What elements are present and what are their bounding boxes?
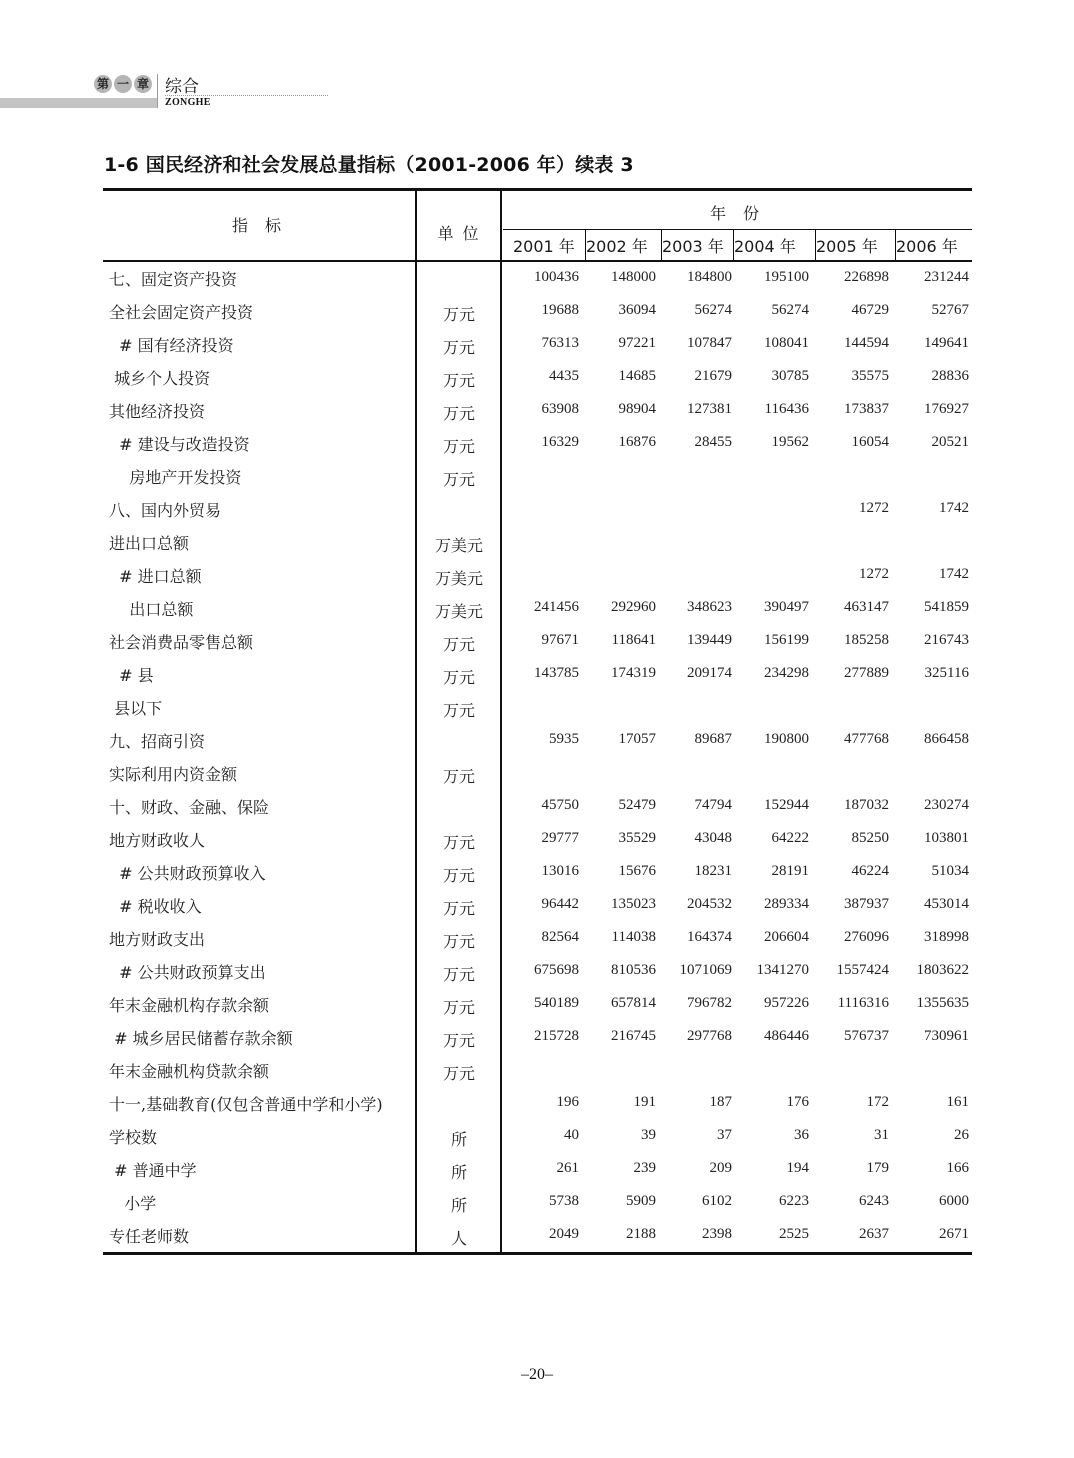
year-header-cell: 2003 年 [661, 229, 724, 260]
indicator-cell: 年末金融机构存款余额 [109, 996, 270, 1015]
unit-cell: 万美元 [434, 602, 483, 621]
value-cell: 1116316 [837, 995, 889, 1011]
value-cell: 46729 [851, 302, 889, 318]
table-row [103, 658, 972, 691]
value-cell: 230274 [924, 797, 969, 813]
value-cell: 14685 [618, 368, 656, 384]
value-cell: 103801 [924, 830, 969, 846]
value-cell: 15676 [618, 863, 656, 879]
value-cell: 209174 [687, 665, 732, 681]
value-cell: 30785 [771, 368, 809, 384]
value-cell: 18231 [694, 863, 732, 879]
value-cell: 6243 [859, 1193, 889, 1209]
value-cell: 20521 [931, 434, 969, 450]
header-unit: 单 位 [437, 224, 481, 243]
indicator-cell: 专任老师数 [109, 1227, 190, 1246]
value-cell: 174319 [611, 665, 656, 681]
value-cell: 161 [946, 1094, 969, 1110]
unit-cell: 万元 [442, 470, 475, 489]
year-header-cell: 2005 年 [815, 229, 878, 260]
value-cell: 209 [709, 1160, 732, 1176]
value-cell: 82564 [541, 929, 579, 945]
value-cell: 52479 [618, 797, 656, 813]
table-row [103, 526, 972, 559]
indicator-cell: 十、财政、金融、保险 [109, 798, 270, 817]
indicator-cell: 八、国内外贸易 [109, 501, 222, 520]
value-cell: 19688 [541, 302, 579, 318]
value-cell: 276096 [844, 929, 889, 945]
value-cell: 292960 [611, 599, 656, 615]
table-row [103, 757, 972, 790]
value-cell: 28455 [694, 434, 732, 450]
value-cell: 118641 [611, 632, 656, 648]
value-cell: 318998 [924, 929, 969, 945]
value-cell: 810536 [611, 962, 656, 978]
table-row [103, 889, 972, 922]
value-cell: 149641 [924, 335, 969, 351]
value-cell: 216745 [611, 1028, 656, 1044]
table-row [103, 823, 972, 856]
value-cell: 43048 [694, 830, 732, 846]
value-cell: 19562 [771, 434, 809, 450]
value-cell: 261 [556, 1160, 579, 1176]
value-cell: 6102 [702, 1193, 732, 1209]
value-cell: 730961 [924, 1028, 969, 1044]
value-cell: 289334 [764, 896, 809, 912]
table-row [103, 691, 972, 724]
value-cell: 6000 [939, 1193, 969, 1209]
unit-cell: 所 [450, 1196, 467, 1215]
indicator-cell: # 公共财政预算收入 [109, 864, 266, 883]
value-cell: 390497 [764, 599, 809, 615]
year-header-cell: 2002 年 [585, 229, 648, 260]
table-row [103, 493, 972, 526]
unit-cell: 万美元 [434, 536, 483, 555]
indicator-cell: 其他经济投资 [109, 402, 206, 421]
table-row [103, 856, 972, 889]
value-cell: 31 [874, 1127, 889, 1143]
unit-cell: 万元 [442, 899, 475, 918]
table-row [103, 790, 972, 823]
table-bottom-rule [103, 1252, 972, 1255]
indicator-cell: # 税收收入 [109, 897, 202, 916]
value-cell: 39 [641, 1127, 656, 1143]
page-number: –20– [521, 1366, 553, 1383]
value-cell: 463147 [844, 599, 889, 615]
value-cell: 796782 [687, 995, 732, 1011]
value-cell: 477768 [844, 731, 889, 747]
value-cell: 40 [564, 1127, 579, 1143]
indicator-cell: 出口总额 [109, 600, 194, 619]
unit-cell: 万元 [442, 635, 475, 654]
value-cell: 215728 [534, 1028, 579, 1044]
value-cell: 176927 [924, 401, 969, 417]
value-cell: 196 [556, 1094, 579, 1110]
value-cell: 21679 [694, 368, 732, 384]
value-cell: 187032 [844, 797, 889, 813]
value-cell: 148000 [611, 269, 656, 285]
value-cell: 387937 [844, 896, 889, 912]
value-cell: 1071069 [679, 962, 732, 978]
value-cell: 45750 [541, 797, 579, 813]
value-cell: 97221 [618, 335, 656, 351]
table-row [103, 988, 972, 1021]
value-cell: 107847 [687, 335, 732, 351]
table-row [103, 1186, 972, 1219]
unit-cell: 万元 [442, 701, 475, 720]
value-cell: 325116 [924, 665, 969, 681]
year-header-cell: 2004 年 [733, 229, 796, 260]
value-cell: 184800 [687, 269, 732, 285]
value-cell: 35575 [851, 368, 889, 384]
table-row [103, 1153, 972, 1186]
unit-cell: 万元 [442, 404, 475, 423]
table-row [103, 559, 972, 592]
value-cell: 277889 [844, 665, 889, 681]
value-cell: 28836 [931, 368, 969, 384]
value-cell: 5935 [549, 731, 579, 747]
value-cell: 5738 [549, 1193, 579, 1209]
indicator-cell: 全社会固定资产投资 [109, 303, 254, 322]
value-cell: 135023 [611, 896, 656, 912]
table-row [103, 1054, 972, 1087]
value-cell: 16876 [618, 434, 656, 450]
table-row [103, 1021, 972, 1054]
value-cell: 297768 [687, 1028, 732, 1044]
value-cell: 114038 [611, 929, 656, 945]
value-cell: 2637 [859, 1226, 889, 1242]
unit-cell: 万元 [442, 1031, 475, 1050]
unit-cell: 万元 [442, 1064, 475, 1083]
value-cell: 216743 [924, 632, 969, 648]
unit-cell: 万元 [442, 833, 475, 852]
value-cell: 190800 [764, 731, 809, 747]
value-cell: 195100 [764, 269, 809, 285]
indicator-cell: 地方财政收人 [109, 831, 206, 850]
indicator-cell: 学校数 [109, 1128, 158, 1147]
indicator-cell: # 建设与改造投资 [109, 435, 250, 454]
value-cell: 98904 [618, 401, 656, 417]
chapter-char: 一 [114, 75, 132, 93]
value-cell: 185258 [844, 632, 889, 648]
unit-cell: 万元 [442, 371, 475, 390]
value-cell: 957226 [764, 995, 809, 1011]
value-cell: 6223 [779, 1193, 809, 1209]
value-cell: 143785 [534, 665, 579, 681]
indicator-cell: 小学 [109, 1194, 157, 1213]
indicator-cell: # 城乡居民储蓄存款余额 [109, 1029, 293, 1048]
value-cell: 100436 [534, 269, 579, 285]
value-cell: 28191 [771, 863, 809, 879]
value-cell: 108041 [764, 335, 809, 351]
header-year-group: 年 份 [709, 204, 766, 223]
value-cell: 172 [866, 1094, 889, 1110]
table-row [103, 955, 972, 988]
value-cell: 1742 [939, 566, 969, 582]
unit-cell: 万元 [442, 338, 475, 357]
indicator-cell: # 普通中学 [109, 1161, 197, 1180]
value-cell: 139449 [687, 632, 732, 648]
value-cell: 204532 [687, 896, 732, 912]
table-body [103, 262, 972, 1252]
value-cell: 540189 [534, 995, 579, 1011]
value-cell: 52767 [931, 302, 969, 318]
value-cell: 156199 [764, 632, 809, 648]
value-cell: 486446 [764, 1028, 809, 1044]
indicator-cell: 九、招商引资 [109, 732, 206, 751]
unit-cell: 万美元 [434, 569, 483, 588]
value-cell: 164374 [687, 929, 732, 945]
table-row [103, 328, 972, 361]
value-cell: 51034 [931, 863, 969, 879]
value-cell: 187 [709, 1094, 732, 1110]
table-row [103, 724, 972, 757]
value-cell: 2188 [626, 1226, 656, 1242]
value-cell: 96442 [541, 896, 579, 912]
unit-cell: 所 [450, 1130, 467, 1149]
value-cell: 127381 [687, 401, 732, 417]
value-cell: 1557424 [836, 962, 889, 978]
unit-cell: 万元 [442, 437, 475, 456]
value-cell: 179 [866, 1160, 889, 1176]
table-row [103, 262, 972, 295]
unit-cell: 万元 [442, 932, 475, 951]
unit-cell: 万元 [442, 866, 475, 885]
value-cell: 35529 [618, 830, 656, 846]
value-cell: 16054 [851, 434, 889, 450]
value-cell: 239 [633, 1160, 656, 1176]
table-row [103, 295, 972, 328]
value-cell: 17057 [618, 731, 656, 747]
indicator-cell: 房地产开发投资 [109, 468, 242, 487]
unit-cell: 人 [450, 1229, 467, 1248]
value-cell: 116436 [764, 401, 809, 417]
value-cell: 76313 [541, 335, 579, 351]
indicator-cell: # 县 [109, 666, 154, 685]
table-title: 1-6 国民经济和社会发展总量指标（2001-2006 年）续表 3 [104, 154, 634, 176]
indicator-cell: # 国有经济投资 [109, 336, 234, 355]
value-cell: 176 [786, 1094, 809, 1110]
indicator-cell: # 公共财政预算支出 [109, 963, 266, 982]
indicator-cell: 七、固定资产投资 [109, 270, 238, 289]
table-row [103, 625, 972, 658]
header-indicator: 指 标 [231, 216, 288, 235]
value-cell: 1803622 [916, 962, 969, 978]
value-cell: 16329 [541, 434, 579, 450]
value-cell: 576737 [844, 1028, 889, 1044]
value-cell: 191 [633, 1094, 656, 1110]
value-cell: 97671 [541, 632, 579, 648]
chapter-char: 章 [134, 75, 152, 93]
unit-cell: 万元 [442, 668, 475, 687]
table-row [103, 922, 972, 955]
value-cell: 152944 [764, 797, 809, 813]
unit-cell: 万元 [442, 965, 475, 984]
table-row [103, 394, 972, 427]
value-cell: 56274 [694, 302, 732, 318]
value-cell: 231244 [924, 269, 969, 285]
value-cell: 348623 [687, 599, 732, 615]
unit-cell: 所 [450, 1163, 467, 1182]
value-cell: 166 [946, 1160, 969, 1176]
value-cell: 74794 [694, 797, 732, 813]
header-gray-bar [0, 98, 158, 108]
header-divider [157, 74, 158, 108]
value-cell: 2671 [939, 1226, 969, 1242]
table-row [103, 1219, 972, 1252]
indicator-cell: 年末金融机构贷款余额 [109, 1062, 270, 1081]
indicator-cell: 实际利用内资金额 [109, 765, 238, 784]
value-cell: 29777 [541, 830, 579, 846]
table-row [103, 361, 972, 394]
value-cell: 36 [794, 1127, 809, 1143]
value-cell: 13016 [541, 863, 579, 879]
value-cell: 206604 [764, 929, 809, 945]
section-pinyin: ZONGHE [165, 97, 211, 108]
chapter-badge [94, 75, 152, 93]
value-cell: 234298 [764, 665, 809, 681]
value-cell: 173837 [844, 401, 889, 417]
value-cell: 241456 [534, 599, 579, 615]
value-cell: 46224 [851, 863, 889, 879]
value-cell: 36094 [618, 302, 656, 318]
value-cell: 4435 [549, 368, 579, 384]
indicator-cell: 社会消费品零售总额 [109, 633, 254, 652]
value-cell: 144594 [844, 335, 889, 351]
value-cell: 5909 [626, 1193, 656, 1209]
value-cell: 675698 [534, 962, 579, 978]
indicator-cell: 城乡个人投资 [109, 369, 211, 388]
indicator-cell: # 进口总额 [109, 567, 202, 586]
year-header-cell: 2001 年 [513, 237, 575, 256]
value-cell: 1272 [859, 500, 889, 516]
unit-cell: 万元 [442, 305, 475, 324]
value-cell: 453014 [924, 896, 969, 912]
table-row [103, 1120, 972, 1153]
value-cell: 2525 [779, 1226, 809, 1242]
indicator-table [103, 188, 972, 1255]
table-row [103, 460, 972, 493]
value-cell: 1272 [859, 566, 889, 582]
value-cell: 26 [954, 1127, 969, 1143]
value-cell: 2049 [549, 1226, 579, 1242]
value-cell: 1341270 [756, 962, 809, 978]
value-cell: 85250 [851, 830, 889, 846]
value-cell: 89687 [694, 731, 732, 747]
value-cell: 37 [717, 1127, 732, 1143]
unit-cell: 万元 [442, 767, 475, 786]
value-cell: 56274 [771, 302, 809, 318]
value-cell: 866458 [924, 731, 969, 747]
value-cell: 1355635 [916, 995, 969, 1011]
table-row [103, 592, 972, 625]
section-title: 综合 [165, 77, 199, 97]
value-cell: 657814 [611, 995, 656, 1011]
value-cell: 541859 [924, 599, 969, 615]
indicator-cell: 进出口总额 [109, 534, 190, 553]
value-cell: 2398 [702, 1226, 732, 1242]
chapter-char: 第 [94, 75, 112, 93]
table-row [103, 427, 972, 460]
value-cell: 1742 [939, 500, 969, 516]
value-cell: 226898 [844, 269, 889, 285]
table-header [103, 191, 972, 262]
indicator-cell: 十一,基础教育(仅包含普通中学和小学) [109, 1095, 383, 1114]
unit-cell: 万元 [442, 998, 475, 1017]
value-cell: 194 [786, 1160, 809, 1176]
header-dotted-rule [165, 95, 328, 96]
table-row [103, 1087, 972, 1120]
value-cell: 64222 [771, 830, 809, 846]
indicator-cell: 地方财政支出 [109, 930, 206, 949]
value-cell: 63908 [541, 401, 579, 417]
year-header-cell: 2006 年 [895, 229, 958, 260]
indicator-cell: 县以下 [109, 699, 163, 718]
